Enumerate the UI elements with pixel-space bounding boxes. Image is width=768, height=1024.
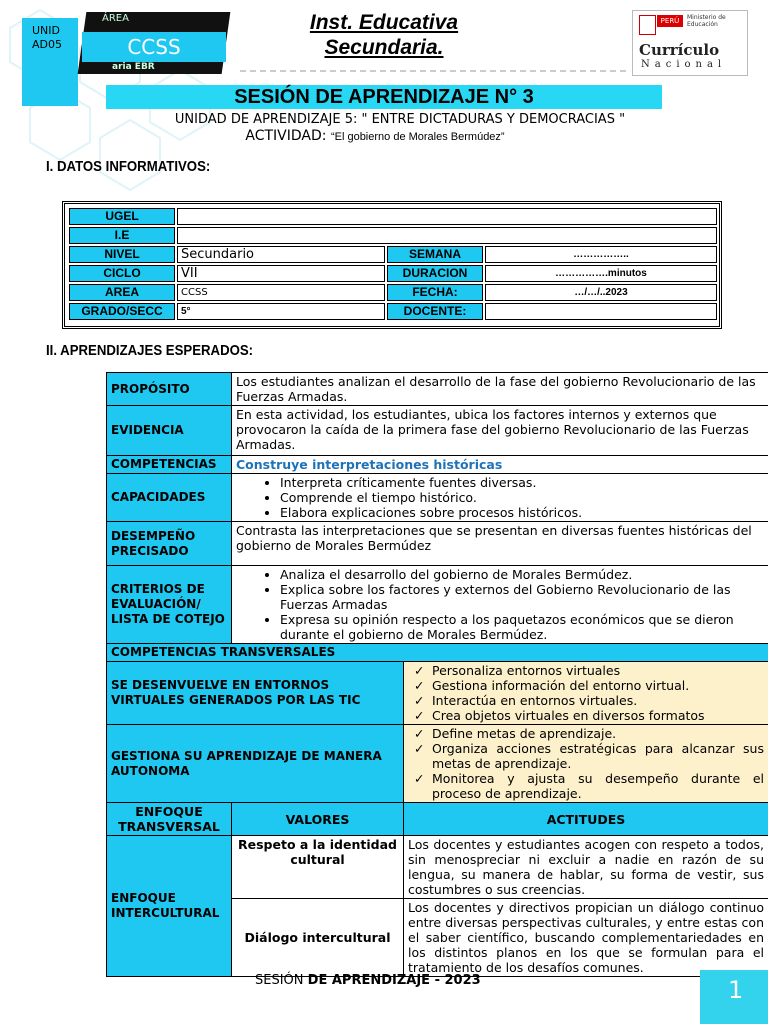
section-heading-aprendizajes: II. APRENDIZAJES ESPERADOS: <box>46 342 254 359</box>
table-row <box>69 227 717 244</box>
table-row <box>69 246 717 263</box>
tic-label: SE DESENVUELVE EN ENTORNOS VIRTUALES GENERADOS POR LAS TIC <box>107 662 404 725</box>
table-row <box>107 662 768 725</box>
autonoma-label: GESTIONA SU APRENDIZAJE DE MANERA AUTONOMA <box>107 725 404 803</box>
page-footer <box>255 973 481 988</box>
ministry-label: Ministerio de Educación <box>687 14 726 28</box>
list-item: • Analiza el desarrollo del gobierno de Morales Bermúdez. <box>280 567 764 582</box>
area-label-cell: AREA <box>69 284 175 301</box>
grado-value: 5° <box>177 303 385 320</box>
ie-value <box>177 227 717 244</box>
actividad-value: “El gobierno de Morales Bermúdez” <box>330 131 505 143</box>
page-number: 1 <box>728 976 744 1004</box>
table-row <box>69 284 717 301</box>
table-row <box>69 265 717 282</box>
curriculo-nacional-logo <box>632 10 748 76</box>
table-row <box>107 522 768 566</box>
competencias-value: Construye interpretaciones históricas <box>232 456 768 474</box>
table-row <box>107 373 768 406</box>
list-item: ✓ Gestiona información del entorno virtual. <box>432 678 764 693</box>
unidad-badge <box>22 18 78 106</box>
datos-informativos-table <box>62 201 722 329</box>
list-item: • Interpreta críticamente fuentes diversas. <box>280 475 764 490</box>
aprendizajes-table <box>106 372 768 977</box>
list-item: • Elabora explicaciones sobre procesos históricos. <box>280 505 764 520</box>
table-row <box>107 725 768 803</box>
docente-label: DOCENTE: <box>387 303 483 320</box>
table-row <box>107 836 768 899</box>
list-item: ✓ Organiza acciones estratégicas para alcanzar sus metas de aprendizaje. <box>432 741 764 771</box>
logo-word-curriculo: Currículo <box>639 41 720 59</box>
desempeno-value: Contrasta las interpretaciones que se presentan en diversas fuentes históricas del gobierno de Morales Bermúdez <box>232 522 768 566</box>
capacidades-label: CAPACIDADES <box>107 474 232 522</box>
table-row <box>69 303 717 320</box>
list-item: ✓ Define metas de aprendizaje. <box>432 726 764 741</box>
list-item: • Comprende el tiempo histórico. <box>280 490 764 505</box>
table-row <box>107 456 768 474</box>
autonoma-list <box>408 726 764 801</box>
peru-flag-label: PERÚ <box>657 15 683 27</box>
competencias-transversales-label: COMPETENCIAS TRANSVERSALES <box>107 644 768 662</box>
ciclo-value: VII <box>177 265 385 282</box>
fecha-value: …/…/..2023 <box>485 284 717 301</box>
table-row <box>107 566 768 644</box>
duracion-label: DURACION <box>387 265 483 282</box>
institution-title <box>270 10 498 60</box>
actitud-dialogo: Los docentes y directivos propician un diálogo continuo entre diversas perspectivas culturales, y entre estas con el saber científico, buscando complementariedades en los distintos planos en los que se formulan para el tratamiento de los desafíos comunes. <box>404 899 768 977</box>
table-row <box>69 208 717 225</box>
list-item: ✓ Crea objetos virtuales en diversos formatos <box>432 708 764 723</box>
table-row <box>107 474 768 522</box>
footer-text-plain: SESIÓN <box>255 973 304 988</box>
semana-label: SEMANA <box>387 246 483 263</box>
institution-line2: Secundaria. <box>324 36 444 59</box>
table-row <box>107 803 768 836</box>
competencias-label: COMPETENCIAS <box>107 456 232 474</box>
logo-word-nacional: Nacional <box>641 59 727 70</box>
list-item: ✓ Personaliza entornos virtuales <box>432 663 764 678</box>
criterios-cell <box>232 566 768 644</box>
actitud-respeto: Los docentes y estudiantes acogen con respeto a todos, sin menospreciar ni excluir a nadie en razón de su lengua, su manera de hablar, su forma de vestir, sus costumbres o sus creencias. <box>404 836 768 899</box>
semana-value: …………….. <box>485 246 717 263</box>
area-value-cell: CCSS <box>177 284 385 301</box>
proposito-label: PROPÓSITO <box>107 373 232 406</box>
criterios-label: CRITERIOS DE EVALUACIÓN/ LISTA DE COTEJO <box>107 566 232 644</box>
desempeno-label: DESEMPEÑO PRECISADO <box>107 522 232 566</box>
enfoque-header: ENFOQUE TRANSVERSAL <box>107 803 232 836</box>
list-item: • Explica sobre los factores y externos del Gobierno Revolucionario de las Fuerzas Armadas <box>280 582 764 612</box>
header-divider <box>240 70 626 72</box>
docente-value <box>485 303 717 320</box>
ie-label: I.E <box>69 227 175 244</box>
nivel-value: Secundario <box>177 246 385 263</box>
ugel-value <box>177 208 717 225</box>
nivel-label: NIVEL <box>69 246 175 263</box>
ciclo-label: CICLO <box>69 265 175 282</box>
grado-label: GRADO/SECC <box>69 303 175 320</box>
peru-shield-icon <box>639 15 656 35</box>
valor-dialogo: Diálogo intercultural <box>232 899 404 977</box>
session-title: SESIÓN DE APRENDIZAJE N° 3 <box>234 86 534 108</box>
valor-respeto: Respeto a la identidad cultural <box>232 836 404 899</box>
ugel-label: UGEL <box>69 208 175 225</box>
enfoque-intercultural-label: ENFOQUE INTERCULTURAL <box>107 836 232 977</box>
actitudes-header: ACTITUDES <box>404 803 768 836</box>
ebr-label: aria EBR <box>112 62 155 72</box>
footer-text-bold: DE APRENDIZAJE - 2023 <box>307 973 481 988</box>
list-item: ✓ Monitorea y ajusta su desempeño durante el proceso de aprendizaje. <box>432 771 764 801</box>
evidencia-label: EVIDENCIA <box>107 406 232 456</box>
institution-line1: Inst. Educativa <box>309 11 459 34</box>
evidencia-value: En esta actividad, los estudiantes, ubica los factores internos y externos que provocaron la caída de la primera fase del gobierno Revolucionario de las Fuerzas Armadas. <box>232 406 768 456</box>
duracion-value: …………….minutos <box>485 265 717 282</box>
area-value-box: CCSS <box>82 32 226 62</box>
actividad-line <box>110 128 640 146</box>
criterios-list <box>236 567 764 642</box>
actividad-label: ACTIVIDAD: <box>245 128 327 144</box>
table-row <box>107 406 768 456</box>
capacidades-list <box>236 475 764 520</box>
unidad-line: UNIDAD DE APRENDIZAJE 5: " ENTRE DICTADURAS Y DEMOCRACIAS " <box>174 112 626 127</box>
tic-cell <box>404 662 768 725</box>
proposito-value: Los estudiantes analizan el desarrollo de la fase del gobierno Revolucionario de las Fuerzas Armadas. <box>232 373 768 406</box>
unid-label: UNID AD05 <box>32 24 62 51</box>
autonoma-cell <box>404 725 768 803</box>
area-label: ÁREA <box>102 13 129 24</box>
section-heading-datos: I. DATOS INFORMATIVOS: <box>46 158 211 175</box>
tic-list <box>408 663 764 723</box>
valores-header: VALORES <box>232 803 404 836</box>
list-item: • Expresa su opinión respecto a los paquetazos económicos que se dieron durante el gobierno de Morales Bermúdez. <box>280 612 764 642</box>
list-item: ✓ Interactúa en entornos virtuales. <box>432 693 764 708</box>
table-row <box>107 644 768 662</box>
capacidades-cell <box>232 474 768 522</box>
fecha-label: FECHA: <box>387 284 483 301</box>
